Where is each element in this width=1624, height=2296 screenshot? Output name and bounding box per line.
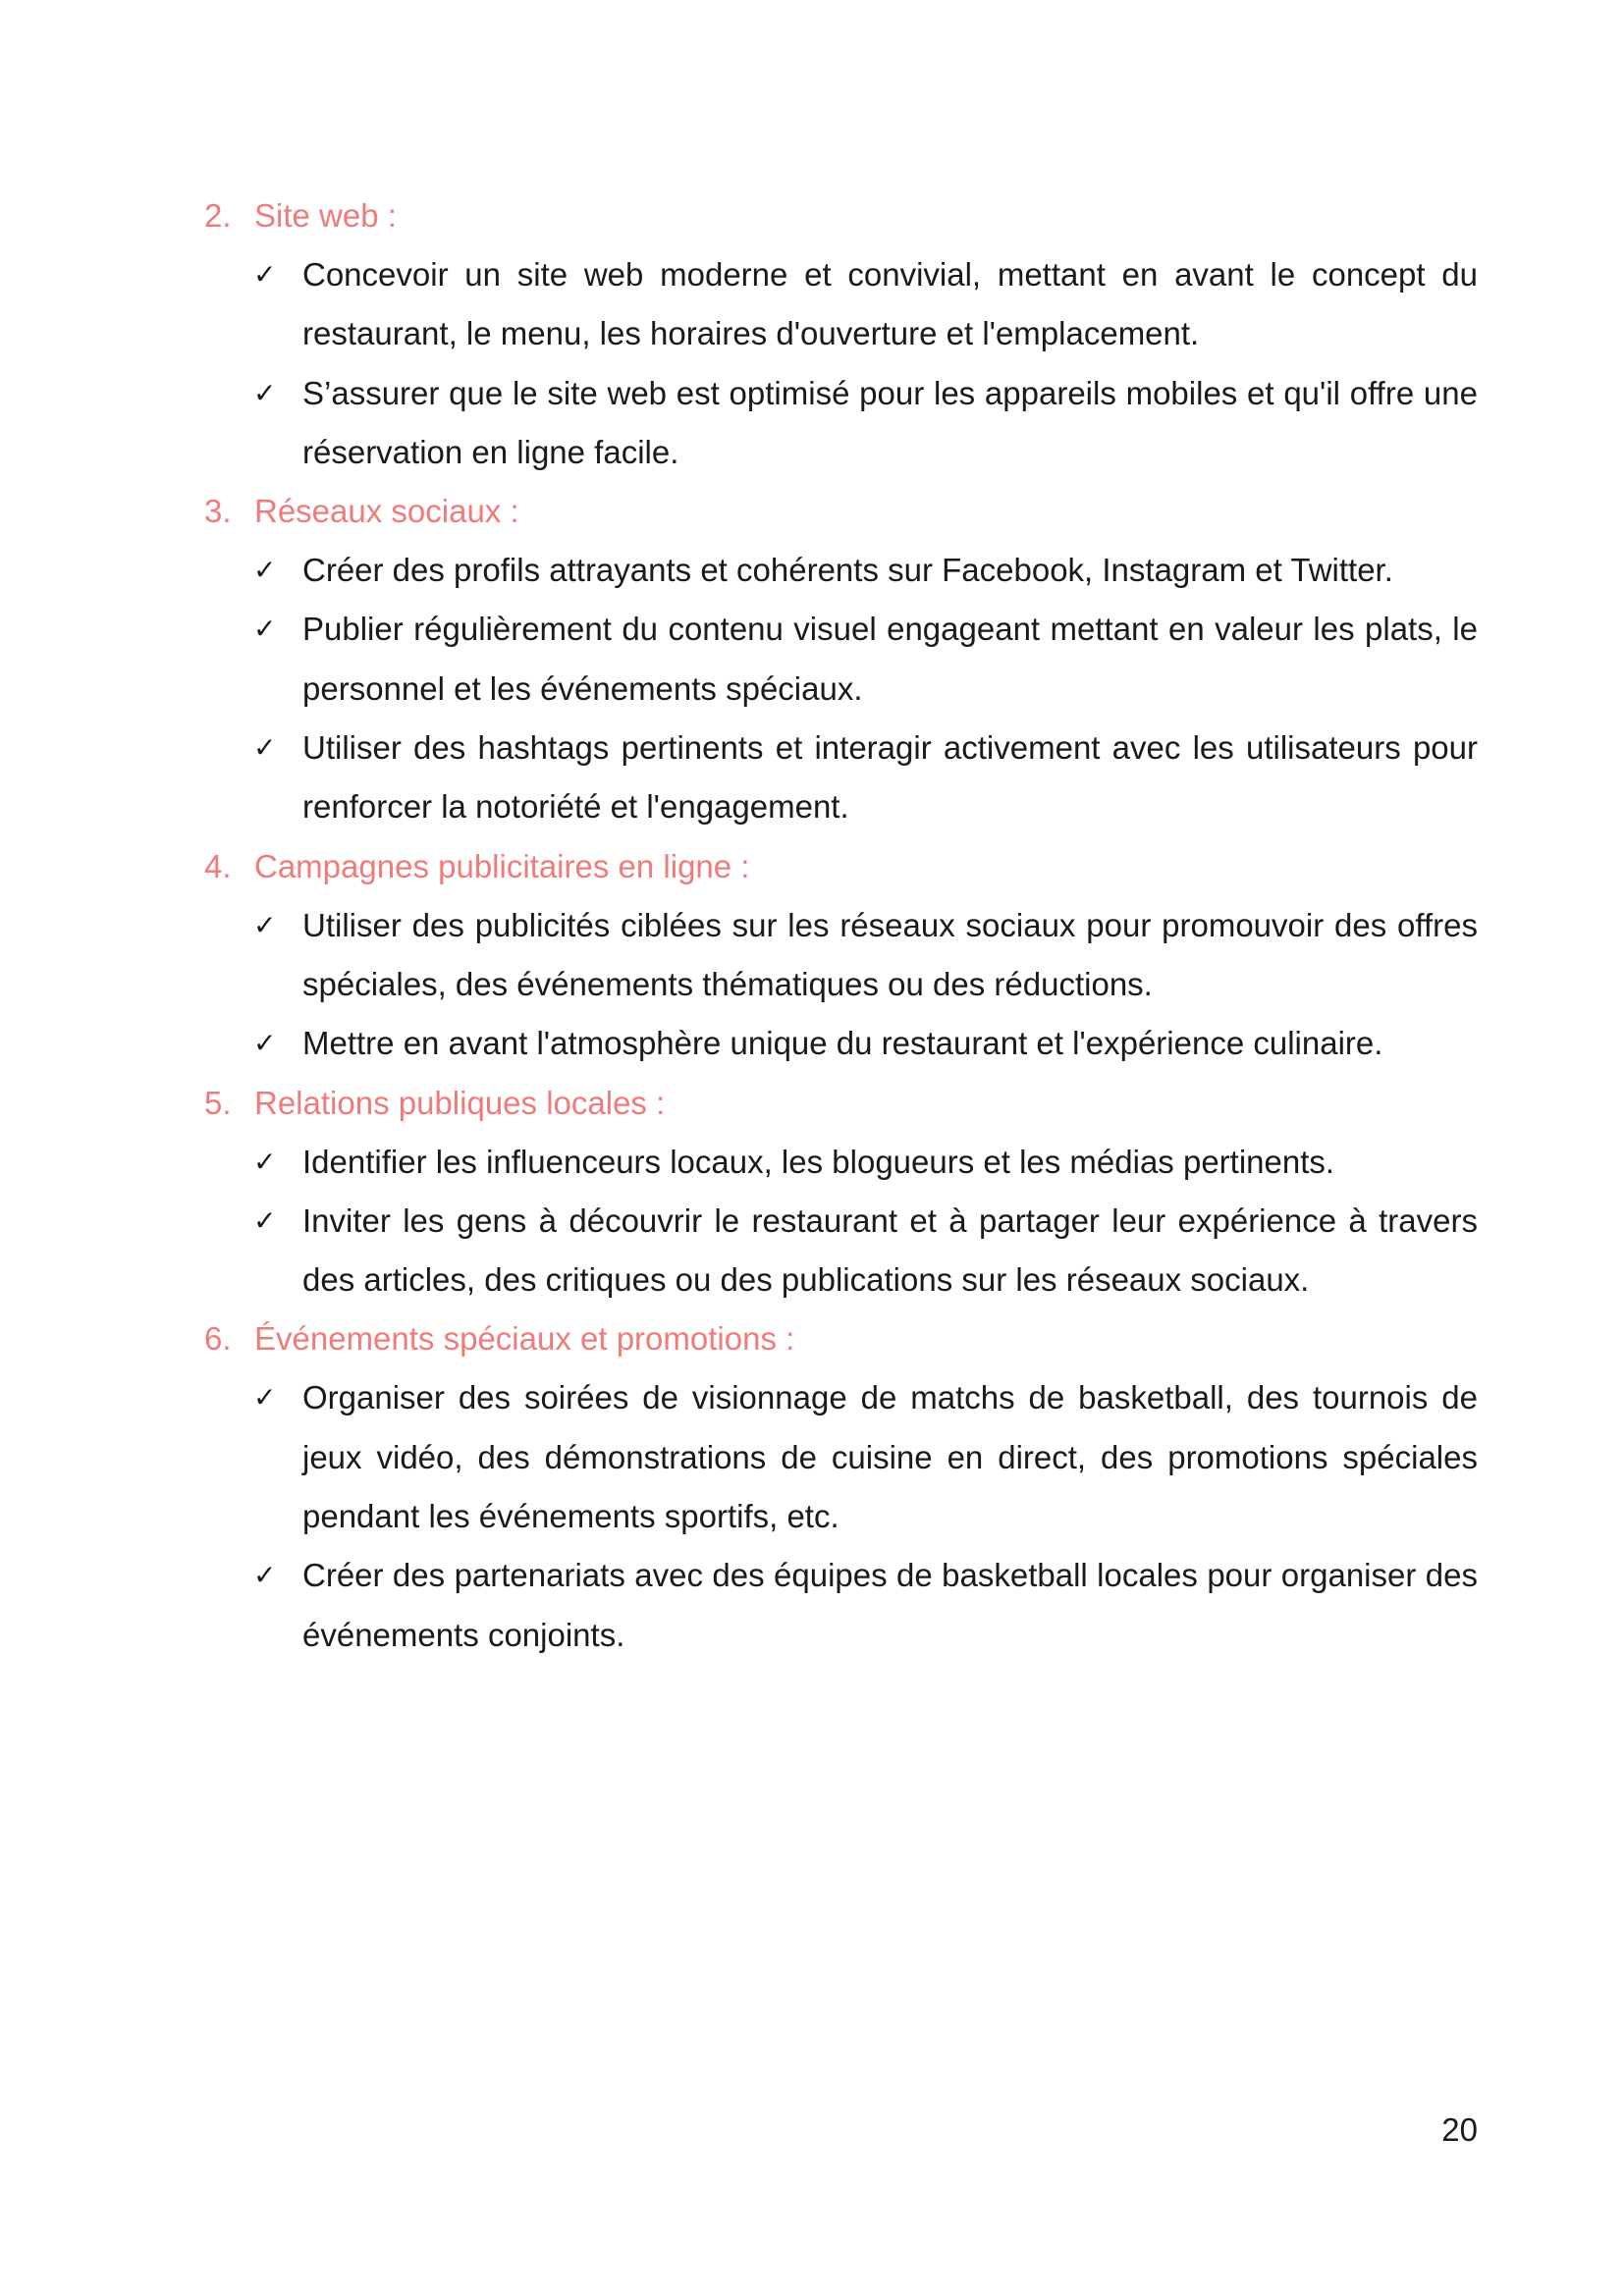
bullet-text: Utiliser des publicités ciblées sur les réseaux sociaux pour promouvoir des offres spéciales, des événements thématiques ou des réductions.: [302, 906, 1478, 1002]
bullet-list: [204, 245, 1478, 482]
section-title: Site web :: [254, 197, 397, 234]
bullet-text: Organiser des soirées de visionnage de matchs de basketball, des tournois de jeux vidéo, des démonstrations de cuisine en direct, des promotions spéciales pendant les événements sportifs, etc.: [302, 1379, 1478, 1535]
bullet-list: [204, 1133, 1478, 1310]
section-heading: [204, 1074, 1478, 1133]
list-item: [204, 1192, 1478, 1310]
checkmark-icon: ✓: [253, 1145, 277, 1178]
bullet-text: Concevoir un site web moderne et convivial, mettant en avant le concept du restaurant, le menu, les horaires d'ouverture et l'emplacement.: [302, 256, 1478, 352]
section-number: 2.: [204, 197, 232, 234]
checkmark-icon: ✓: [253, 258, 277, 291]
section-title: Campagnes publicitaires en ligne :: [254, 847, 750, 884]
bullet-text: Mettre en avant l'atmosphère unique du restaurant et l'expérience culinaire.: [302, 1025, 1383, 1062]
bullet-text: Utiliser des hashtags pertinents et interagir activement avec les utilisateurs pour renforcer la notoriété et l'engagement.: [302, 729, 1478, 826]
section-title: Événements spéciaux et promotions :: [254, 1320, 795, 1358]
list-item: [204, 364, 1478, 483]
bullet-text: Identifier les influenceurs locaux, les blogueurs et les médias pertinents.: [302, 1143, 1335, 1180]
list-item: [204, 541, 1478, 600]
bullet-list: [204, 1368, 1478, 1664]
checkmark-icon: ✓: [253, 908, 277, 941]
section-site-web: [204, 187, 1478, 482]
bullet-text: Créer des profils attrayants et cohérents sur Facebook, Instagram et Twitter.: [302, 552, 1393, 589]
list-item: [204, 600, 1478, 719]
section-reseaux-sociaux: [204, 482, 1478, 836]
bullet-text: Créer des partenariats avec des équipes de basketball locales pour organiser des événements conjoints.: [302, 1557, 1478, 1653]
section-relations-publiques: [204, 1074, 1478, 1310]
section-title: Relations publiques locales :: [254, 1084, 666, 1121]
page-number: 20: [1441, 2111, 1478, 2148]
list-item: [204, 719, 1478, 837]
bullet-text: S’assurer que le site web est optimisé pour les appareils mobiles et qu'il offre une réservation en ligne facile.: [302, 374, 1478, 470]
document-body: [204, 187, 1478, 1665]
section-heading: [204, 482, 1478, 541]
section-number: 3.: [204, 493, 232, 530]
checkmark-icon: ✓: [253, 1203, 277, 1237]
list-item: [204, 1368, 1478, 1546]
section-campagnes-publicitaires: [204, 837, 1478, 1074]
list-item: [204, 1546, 1478, 1665]
checkmark-icon: ✓: [253, 376, 277, 409]
list-item: [204, 896, 1478, 1015]
section-title: Réseaux sociaux :: [254, 493, 519, 530]
section-heading: [204, 187, 1478, 245]
checkmark-icon: ✓: [253, 554, 277, 587]
section-number: 4.: [204, 847, 232, 884]
checkmark-icon: ✓: [253, 1381, 277, 1415]
bullet-text: Inviter les gens à découvrir le restaurant et à partager leur expérience à travers des articles, des critiques ou des publications sur les réseaux sociaux.: [302, 1201, 1478, 1299]
section-number: 6.: [204, 1320, 232, 1358]
list-item: [204, 1133, 1478, 1192]
section-evenements-speciaux: [204, 1309, 1478, 1664]
section-heading: [204, 837, 1478, 896]
checkmark-icon: ✓: [253, 731, 277, 765]
checkmark-icon: ✓: [253, 613, 277, 646]
checkmark-icon: ✓: [253, 1559, 277, 1592]
section-number: 5.: [204, 1084, 232, 1121]
bullet-list: [204, 896, 1478, 1074]
bullet-list: [204, 541, 1478, 836]
list-item: [204, 1014, 1478, 1073]
list-item: [204, 245, 1478, 364]
bullet-text: Publier régulièrement du contenu visuel engageant mettant en valeur les plats, le personnel et les événements spéciaux.: [302, 611, 1478, 707]
section-heading: [204, 1309, 1478, 1368]
checkmark-icon: ✓: [253, 1027, 277, 1060]
